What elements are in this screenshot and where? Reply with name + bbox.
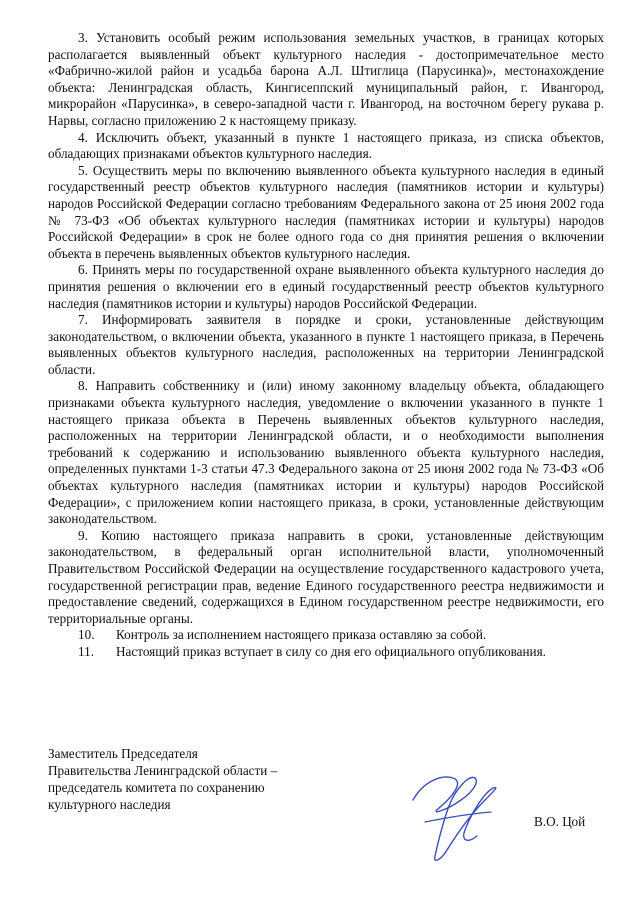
clause-4: 4. Исключить объект, указанный в пункте 1 настоящего приказа, из списка объектов, обладающих признаками объектов культурного наследия. (48, 129, 604, 162)
signatory-title-line: председатель комитета по сохранению (48, 780, 265, 795)
clause-5: 5. Осуществить меры по включению выявленного объекта культурного наследия в единый государственный реестр объектов культурного наследия (памятников истории и культуры) народов Российской Федерации согласно требованиям Федерального закона от 25 июня 2002 года № 73-ФЗ «Об объектах культурного наследия (памятниках истории и культуры) народов Российской Федерации» в срок не более одного года со дня принятия решения о включении объекта в перечень выявленных объектов культурного наследия. (48, 162, 604, 261)
clause-3: 3. Установить особый режим использования земельных участков, в границах которых располагается выявленный объект культурного наследия - достопримечательное место «Фабрично-жилой район и усадьба барона А.Л. Штиглица (Парусинка)», местонахождение объекта: Ленинградская область, Кингисеппский муниципальный район, г. Ивангород, микрорайон «Парусинка», в северо-западной части г. Ивангород, на восточном берегу рукава р. Нарвы, согласно приложению 2 к настоящему приказу. (48, 30, 604, 128)
clause-10 (48, 627, 604, 644)
clause-6: 6. Принять меры по государственной охране выявленного объекта культурного наследия до принятия решения о включении его в единый государственный реестр объектов культурного наследия (памятников истории и культуры) народов Российской Федерации. (48, 262, 604, 311)
signatory-title-line: Правительства Ленинградской области – (48, 763, 278, 778)
clause-11-text: Настоящий приказ вступает в силу со дня его официального опубликования. (116, 643, 546, 659)
clause-10-number: 10. (78, 627, 95, 643)
signatory-title-line: Заместитель Председателя (48, 746, 198, 761)
clause-9: 9. Копию настоящего приказа направить в сроки, установленные действующим законодательством, в федеральный орган исполнительной власти, уполномоченный Правительством Российской Федерации на осуществление государственного кадастрового учета, государственной регистрации прав, ведение Единого государственного реестра недвижимости и предоставление сведений, содержащихся в Едином государственном реестре недвижимости, его территориальные органы. (48, 527, 604, 626)
signatory-title-line: культурного наследия (48, 797, 171, 812)
order-body (48, 30, 604, 661)
clause-11 (48, 644, 604, 661)
signatory-title (48, 745, 348, 813)
clause-10-text: Контроль за исполнением настоящего приказа оставляю за собой. (116, 627, 487, 643)
clause-11-number: 11. (78, 643, 94, 659)
clause-8: 8. Направить собственнику и (или) иному законному владельцу объекта, обладающего признаками объекта культурного наследия, уведомление о включении указанного в пункте 1 настоящего приказа объекта в Перечень выявленных объектов культурного наследия, расположенных на территории Ленинградской области, и о необходимости выполнения требований к содержанию и использованию выявленного объекта культурного наследия, определенных пунктами 1-3 статьи 47.3 Федерального закона от 25 июня 2002 года № 73-ФЗ «Об объектах культурного наследия (памятниках истории и культуры) народов Российской Федерации», с приложением копии настоящего приказа, в сроки, установленные действующим законодательством. (48, 378, 604, 527)
handwritten-signature (395, 760, 525, 870)
signatory-name: В.О. Цой (534, 814, 586, 829)
clause-7: 7. Информировать заявителя в порядке и сроки, установленные действующим законодательством, о включении объекта, указанного в пункте 1 настоящего приказа, в Перечень выявленных объектов культурного наследия, расположенных на территории Ленинградской области. (48, 312, 604, 377)
